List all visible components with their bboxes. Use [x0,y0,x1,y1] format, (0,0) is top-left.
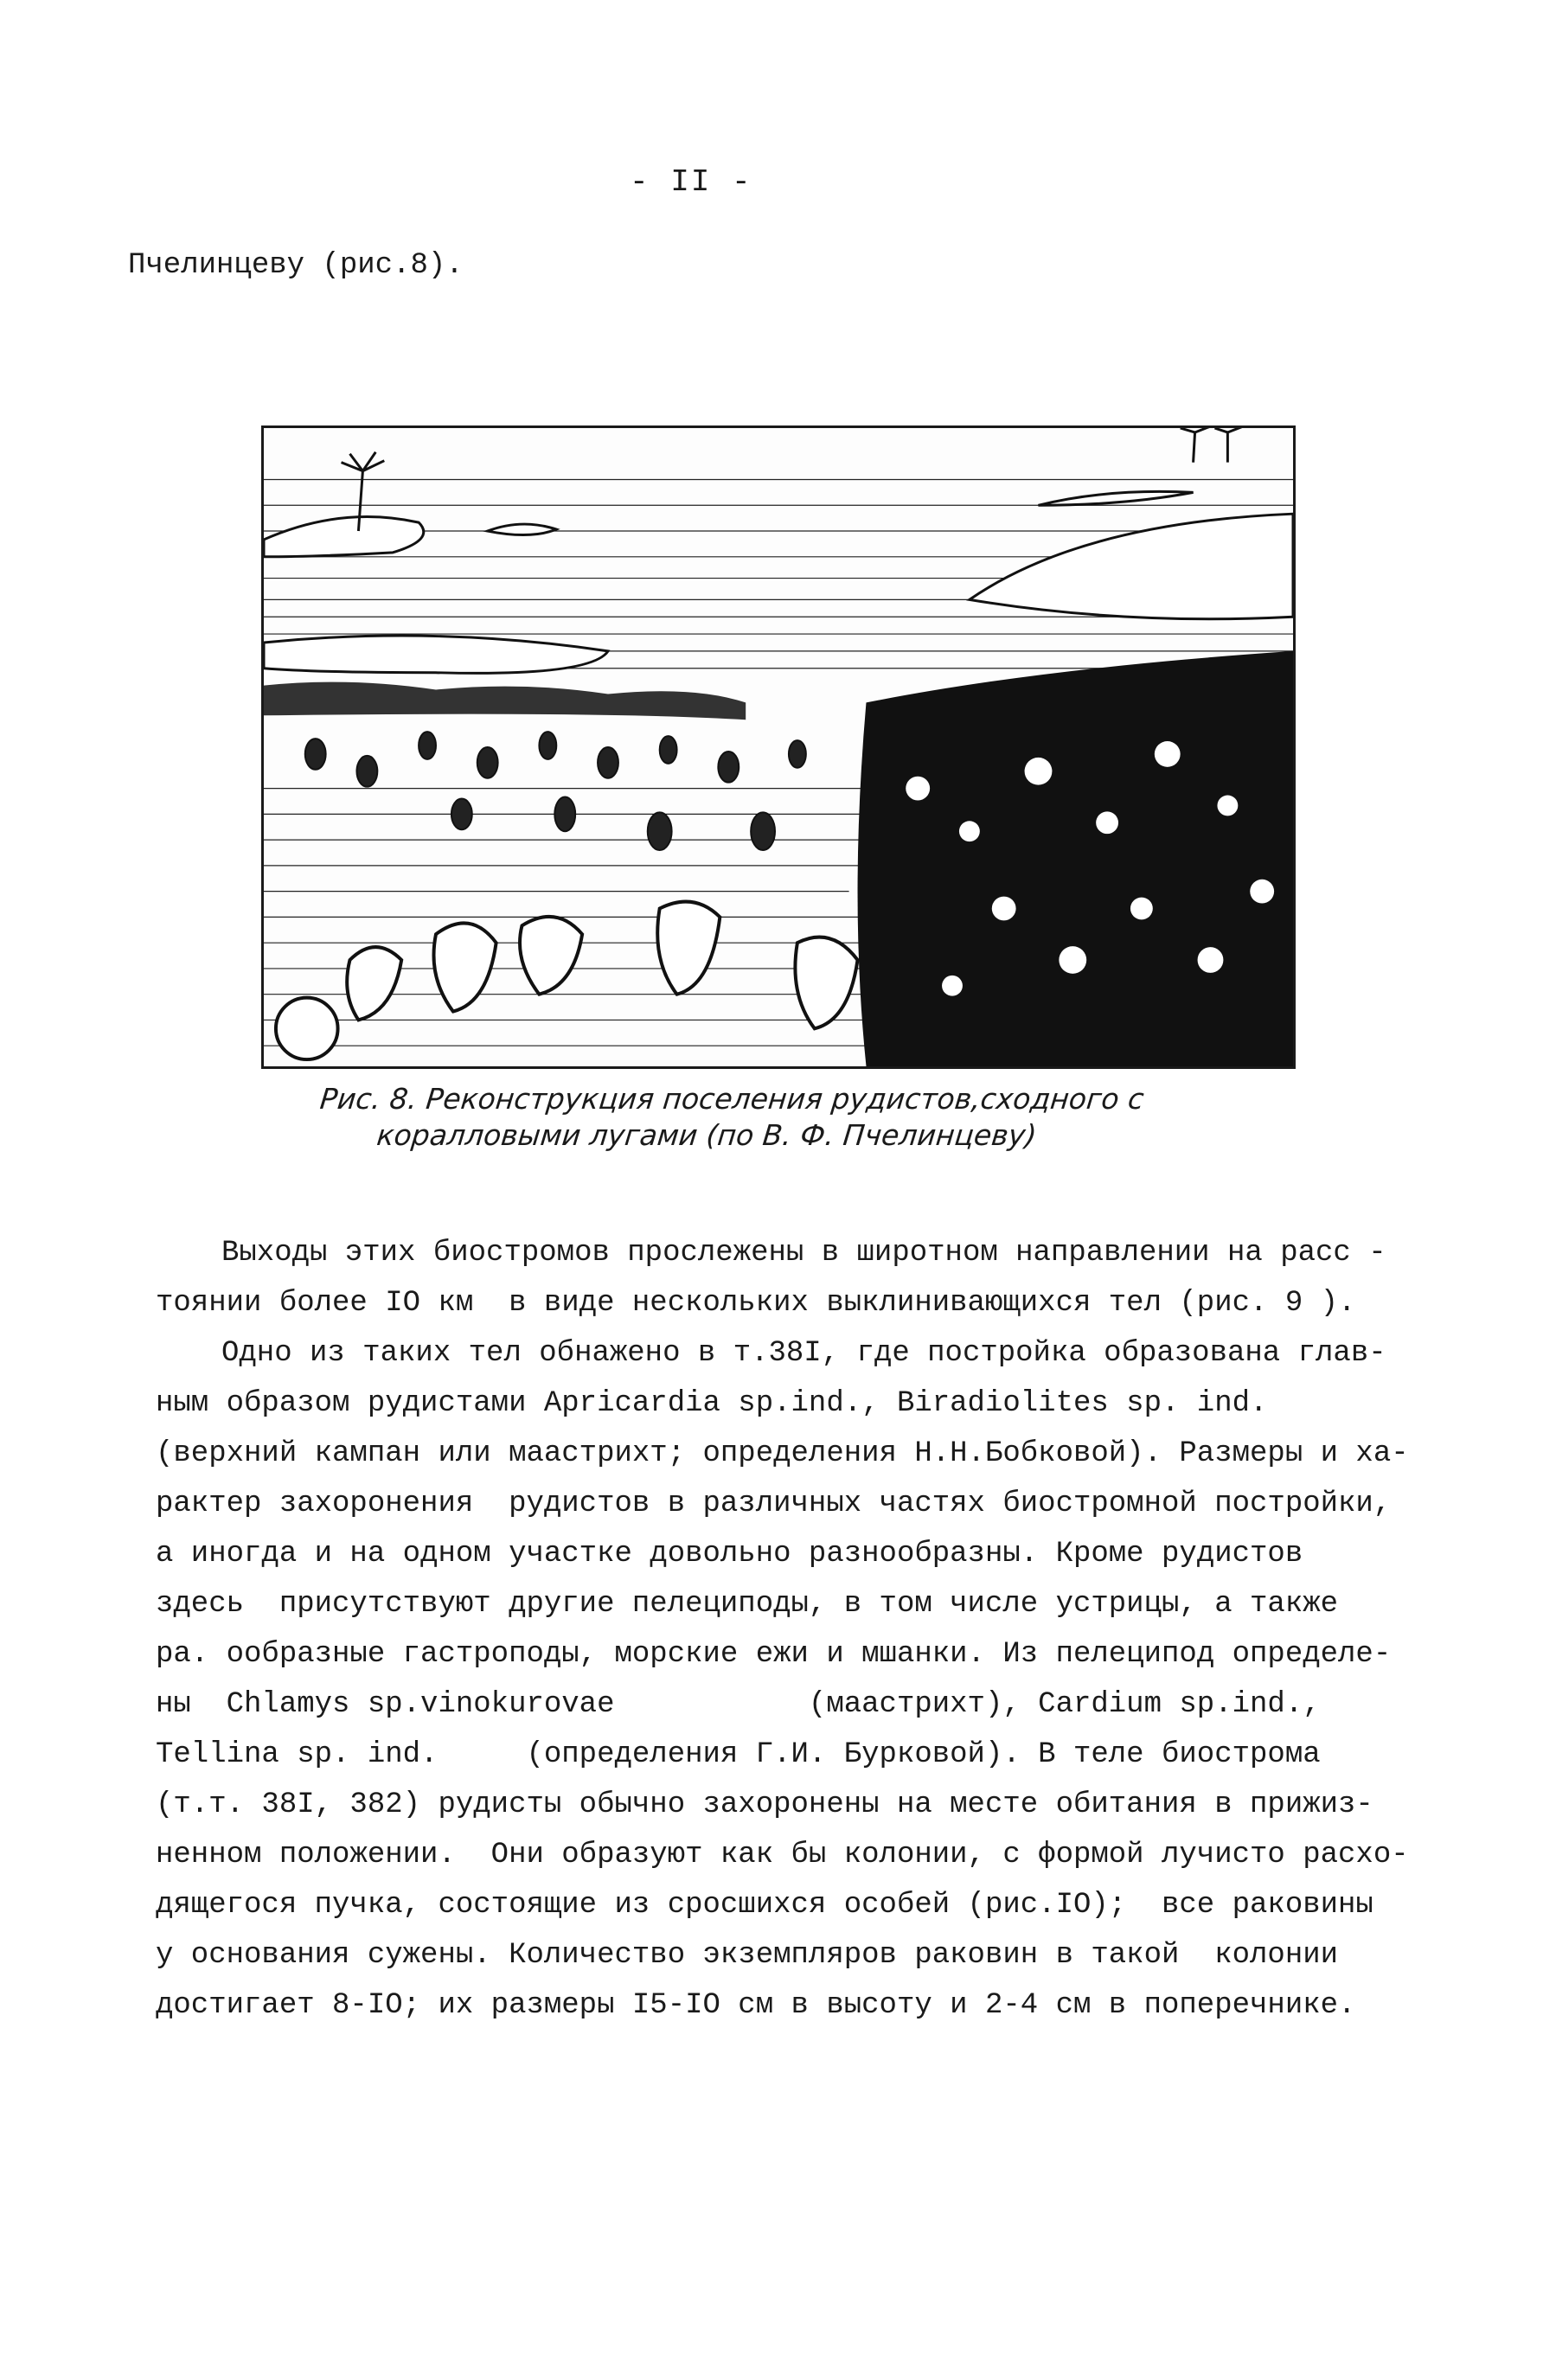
paragraph-line: достигает 8-IO; их размеры I5-IO см в высоту и 2-4 см в поперечнике. [156,1989,1356,2022]
continued-text-line: Пчелинцеву (рис.8). [128,249,464,282]
paragraph-line: а иногда и на одном участке довольно разнообразны. Кроме рудистов [156,1538,1303,1571]
paragraph-line: Выходы этих биостромов прослежены в широтном направлении на расс - [221,1237,1386,1270]
paragraph-line: Tellina sp. ind. (определения Г.И. Бурковой). В теле биострома [156,1738,1321,1771]
body-text [156,1228,1409,2031]
reconstruction-illustration [264,428,1293,1066]
paragraph-line: Одно из таких тел обнажено в т.38I, где постройка образована глав- [221,1337,1386,1370]
paragraph-line: ным образом рудистами Apricardia sp.ind., Biradiolites sp. ind. [156,1387,1268,1420]
paragraph-line: тоянии более IO км в виде нескольких выклинивающихся тел (рис. 9 ). [156,1287,1356,1320]
figure-caption-line-1: Рис. 8. Реконструкция поселения рудистов,сходного с [318,1082,1146,1116]
paragraph-line: дящегося пучка, состоящие из сросшихся особей (рис.IO); все раковины [156,1889,1373,1922]
rudist-colony [858,651,1293,1066]
paragraph-line: ненном положении. Они образуют как бы колонии, с формой лучисто расхо- [156,1839,1409,1871]
paragraph-line: ра. ообразные гастроподы, морские ежи и мшанки. Из пелеципод определе- [156,1638,1392,1671]
paragraph-line: у основания сужены. Количество экземпляров раковин в такой колонии [156,1939,1339,1972]
reef-band [264,682,746,720]
paragraph-line: ны Chlamys sp.vinokurovae (маастрихт), Cardium sp.ind., [156,1688,1321,1721]
figure-caption-line-2: коралловыми лугами (по В. Ф. Пчелинцеву) [375,1118,1039,1152]
paragraph-line: (т.т. 38I, 382) рудисты обычно захоронены на месте обитания в прижиз- [156,1788,1373,1821]
rudist-reconstruction-figure [261,425,1296,1069]
islands [264,491,1293,673]
page-number: - II - [630,164,752,200]
paragraph-line: здесь присутствуют другие пелециподы, в том числе устрицы, а также [156,1588,1339,1621]
paragraph-line: (верхний кампан или маастрихт; определения Н.Н.Бобковой). Размеры и ха- [156,1437,1409,1470]
scattered-rudists [305,732,806,850]
foreground-rudists [276,902,858,1060]
figure-caption [315,1081,1257,1154]
paragraph-line: рактер захоронения рудистов в различных частях биостромной постройки, [156,1488,1392,1520]
